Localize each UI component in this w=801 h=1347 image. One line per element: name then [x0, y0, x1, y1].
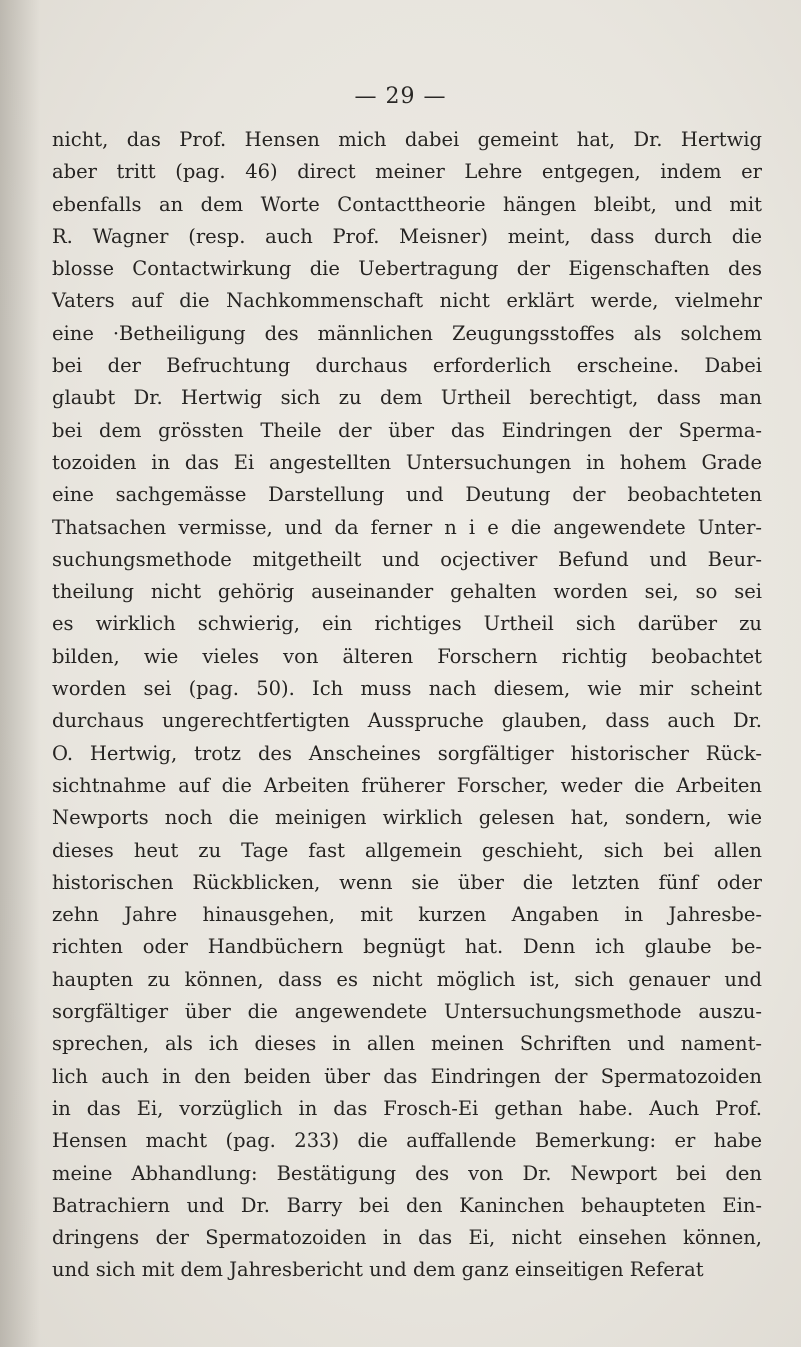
text-line: Batrachiern und Dr. Barry bei den Kaninchen behaupteten Ein- [52, 1193, 762, 1217]
text-line: und sich mit dem Jahresbericht und dem ganz einseitigen Referat [52, 1258, 704, 1282]
text-line: Hensen macht (pag. 233) die auffallende Bemerkung: er habe [52, 1129, 762, 1153]
page-number: — 29 — [354, 84, 447, 109]
text-line: aber tritt (pag. 46) direct meiner Lehre entgegen, indem er [52, 160, 762, 184]
text-line: worden sei (pag. 50). Ich muss nach diesem, wie mir scheint [52, 677, 762, 701]
text-line: bei dem grössten Theile der über das Eindringen der Sperma- [52, 418, 762, 442]
text-line: lich auch in den beiden über das Eindringen der Spermatozoiden [52, 1064, 762, 1088]
text-line: historischen Rückblicken, wenn sie über die letzten fünf oder [52, 870, 762, 894]
text-line: ebenfalls an dem Worte Contacttheorie hängen bleibt, und mit [52, 192, 762, 216]
text-line: sichtnahme auf die Arbeiten früherer Forscher, weder die Arbeiten [52, 773, 762, 797]
text-line: blosse Contactwirkung die Uebertragung der Eigenschaften des [52, 257, 762, 281]
text-line: sprechen, als ich dieses in allen meinen Schriften und nament- [52, 1032, 762, 1056]
text-line: Vaters auf die Nachkommenschaft nicht erklärt werde, vielmehr [52, 289, 762, 313]
text-line: O. Hertwig, trotz des Anscheines sorgfältiger historischer Rück- [52, 741, 762, 765]
text-line: bei der Befruchtung durchaus erforderlich erscheine. Dabei [52, 354, 762, 378]
text-line: Thatsachen vermisse, und da ferner n i e die angewendete Unter- [52, 515, 762, 539]
text-line: sorgfältiger über die angewendete Untersuchungsmethode auszu- [52, 1000, 762, 1024]
text-line: dringens der Spermatozoiden in das Ei, nicht einsehen können, [52, 1226, 762, 1250]
binding-shadow [0, 0, 40, 1347]
text-line: dieses heut zu Tage fast allgemein geschieht, sich bei allen [52, 838, 762, 862]
text-line: richten oder Handbüchern begnügt hat. Denn ich glaube be- [52, 935, 762, 959]
text-line: Newports noch die meinigen wirklich gelesen hat, sondern, wie [52, 806, 762, 830]
text-line: eine sachgemässe Darstellung und Deutung der beobachteten [52, 483, 762, 507]
text-line: theilung nicht gehörig auseinander gehalten worden sei, so sei [52, 580, 762, 604]
text-line: suchungsmethode mitgetheilt und ocjectiver Befund und Beur- [52, 547, 762, 571]
text-line: eine ·Betheiligung des männlichen Zeugungsstoffes als solchem [52, 321, 762, 345]
text-line: nicht, das Prof. Hensen mich dabei gemeint hat, Dr. Hertwig [52, 128, 762, 151]
text-line: glaubt Dr. Hertwig sich zu dem Urtheil berechtigt, dass man [52, 386, 762, 410]
text-line: durchaus ungerechtfertigten Ausspruche glauben, dass auch Dr. [52, 709, 762, 733]
text-line: tozoiden in das Ei angestellten Untersuchungen in hohem Grade [52, 450, 762, 474]
text-line: in das Ei, vorzüglich in das Frosch-Ei gethan habe. Auch Prof. [52, 1096, 762, 1120]
text-line: haupten zu können, dass es nicht möglich ist, sich genauer und [52, 967, 762, 991]
text-line: R. Wagner (resp. auch Prof. Meisner) meint, dass durch die [52, 224, 762, 248]
text-line: meine Abhandlung: Bestätigung des von Dr. Newport bei den [52, 1161, 762, 1185]
text-line: es wirklich schwierig, ein richtiges Urtheil sich darüber zu [52, 612, 762, 636]
text-line: bilden, wie vieles von älteren Forschern richtig beobachtet [52, 644, 762, 668]
body-text [52, 124, 762, 1287]
text-line: zehn Jahre hinausgehen, mit kurzen Angaben in Jahresbe- [52, 903, 762, 927]
